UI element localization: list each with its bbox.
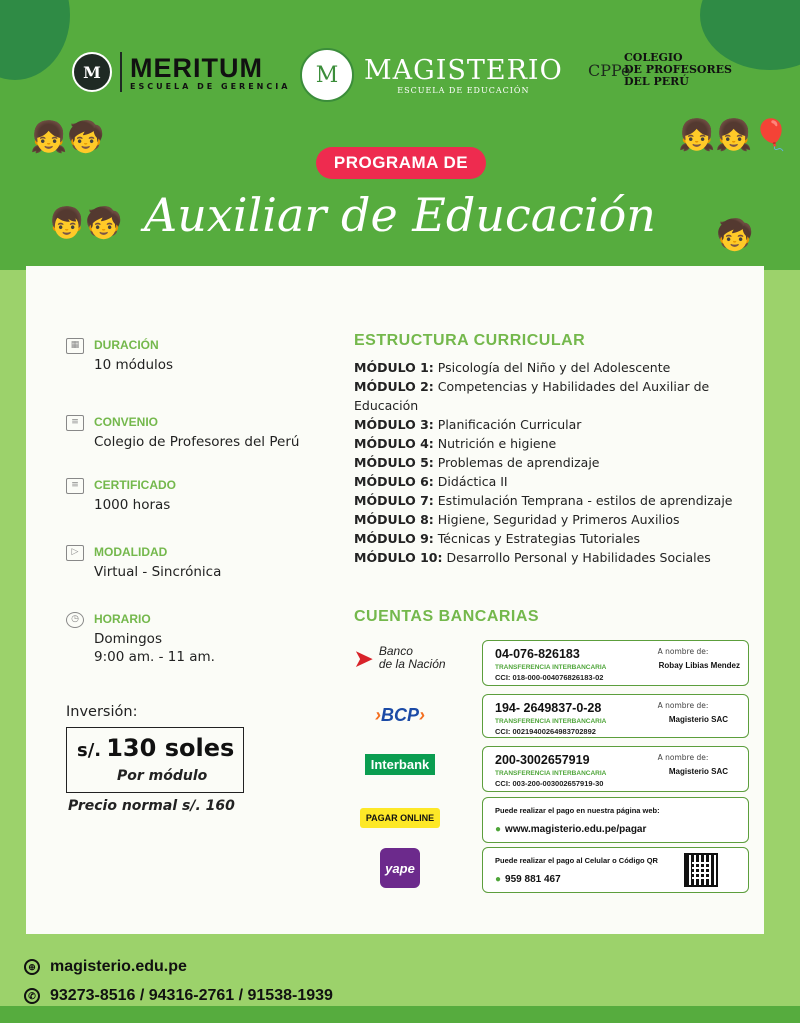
payment-url-link[interactable]: www.magisterio.edu.pe/pagar bbox=[505, 824, 647, 835]
banco-nacion-line: de la Nación bbox=[378, 657, 446, 671]
account-cci[interactable]: CCI: 003-200-003002657919-30 bbox=[495, 779, 604, 788]
price-amount: 130 soles bbox=[106, 734, 235, 762]
module-code: MÓDULO 1: bbox=[354, 360, 434, 375]
info-label: CONVENIO bbox=[94, 415, 159, 429]
yape-message: Puede realizar el pago al Celular o Código QR bbox=[495, 856, 658, 865]
module-code: MÓDULO 3: bbox=[354, 417, 434, 432]
module-code: MÓDULO 2: bbox=[354, 379, 434, 394]
whatsapp-icon: ✆ bbox=[24, 988, 40, 1004]
footer-strip bbox=[0, 1006, 800, 1023]
account-card bbox=[482, 746, 749, 792]
module-item bbox=[354, 358, 744, 377]
banco-nacion-logo bbox=[350, 638, 450, 678]
price-per: Por módulo bbox=[117, 768, 208, 784]
logo-divider bbox=[120, 52, 122, 92]
clock-icon: ◷ bbox=[66, 612, 84, 628]
normal-price: Precio normal s/. 160 bbox=[68, 798, 235, 814]
yape-logo bbox=[350, 848, 450, 888]
curriculum-title: ESTRUCTURA CURRICULAR bbox=[354, 332, 586, 349]
banco-nacion-line: Banco bbox=[378, 644, 413, 658]
info-value: 1000 horas bbox=[94, 497, 171, 513]
whatsapp-icon: ● bbox=[495, 874, 502, 885]
interbank-logo-text: Interbank bbox=[365, 754, 436, 775]
online-message: Puede realizar el pago en nuestra página web: bbox=[495, 806, 660, 815]
yape-phone[interactable]: 959 881 467 bbox=[505, 874, 561, 885]
transfer-label: TRANSFERENCIA INTERBANCARIA bbox=[495, 664, 607, 671]
decor-side bbox=[0, 270, 26, 950]
module-name: Psicología del Niño y del Adolescente bbox=[437, 360, 671, 375]
interbank-logo bbox=[350, 744, 450, 784]
magisterio-sub: ESCUELA DE EDUCACIÓN bbox=[397, 85, 530, 95]
globe-icon: ⊕ bbox=[24, 959, 40, 975]
account-cci[interactable]: CCI: 00219400264983702892 bbox=[495, 727, 596, 736]
account-number[interactable]: 200-3002657919 bbox=[495, 753, 590, 767]
module-item bbox=[354, 529, 744, 548]
meritum-name: MERITUM bbox=[130, 52, 263, 83]
module-name: Estimulación Temprana - estilos de aprendizaje bbox=[437, 493, 733, 508]
account-cci[interactable]: CCI: 018-000-004076826183-02 bbox=[495, 673, 604, 682]
kids-illustration-icon: 👧🧒 bbox=[30, 120, 105, 155]
contact-website bbox=[24, 958, 187, 976]
online-payment-card bbox=[482, 797, 749, 843]
bcp-logo-text: BCP bbox=[380, 704, 419, 725]
account-card bbox=[482, 640, 749, 686]
module-item bbox=[354, 510, 744, 529]
account-card bbox=[482, 694, 749, 738]
module-name: Didáctica II bbox=[437, 474, 508, 489]
account-holder: Magisterio SAC bbox=[668, 715, 728, 724]
module-code: MÓDULO 4: bbox=[354, 436, 434, 451]
module-name: Competencias y Habilidades del Auxiliar de Educación bbox=[354, 379, 710, 413]
colegio-line: DE PROFESORES bbox=[624, 63, 732, 76]
magisterio-name: MAGISTERIO bbox=[364, 54, 563, 86]
transfer-label: TRANSFERENCIA INTERBANCARIA bbox=[495, 770, 607, 777]
info-value: Virtual - Sincrónica bbox=[94, 564, 222, 580]
info-label: DURACIÓN bbox=[94, 338, 159, 352]
module-name: Problemas de aprendizaje bbox=[437, 455, 600, 470]
module-item bbox=[354, 491, 744, 510]
kids-illustration-icon: 👦🧒 bbox=[48, 206, 123, 241]
logo-row bbox=[0, 48, 800, 104]
module-name: Nutrición e higiene bbox=[437, 436, 557, 451]
magisterio-logo bbox=[300, 48, 563, 102]
module-name: Higiene, Seguridad y Primeros Auxilios bbox=[437, 512, 680, 527]
module-name: Planificación Curricular bbox=[437, 417, 582, 432]
meritum-seal: M bbox=[72, 52, 112, 92]
colegio-line: COLEGIO bbox=[624, 51, 683, 64]
yape-payment-card bbox=[482, 847, 749, 893]
investment-label: Inversión: bbox=[66, 704, 138, 720]
page-title: Auxiliar de Educación bbox=[144, 188, 656, 242]
bcp-logo: ›BCP› bbox=[374, 704, 425, 725]
transfer-label: TRANSFERENCIA INTERBANCARIA bbox=[495, 718, 607, 725]
info-value: 9:00 am. - 11 am. bbox=[94, 649, 215, 665]
info-label: MODALIDAD bbox=[94, 545, 168, 559]
kids-balloons-illustration-icon: 👧👧🎈 bbox=[678, 118, 791, 153]
contact-phones bbox=[24, 987, 333, 1005]
banks-title: CUENTAS BANCARIAS bbox=[354, 608, 540, 625]
module-item bbox=[354, 415, 744, 434]
colegio-logo bbox=[588, 52, 732, 88]
account-holder: Magisterio SAC bbox=[668, 767, 728, 776]
module-item bbox=[354, 453, 744, 472]
magisterio-seal: M bbox=[300, 48, 354, 102]
module-code: MÓDULO 6: bbox=[354, 474, 434, 489]
price-box bbox=[66, 727, 244, 793]
phone-numbers[interactable]: 93273-8516 / 94316-2761 / 91538-1939 bbox=[50, 987, 333, 1004]
module-item bbox=[354, 377, 744, 415]
holder-label: A nombre de: bbox=[657, 647, 709, 656]
kid-illustration-icon: 🧒 bbox=[716, 218, 754, 253]
module-list bbox=[354, 358, 744, 567]
calendar-icon: ▦ bbox=[66, 338, 84, 354]
info-label: CERTIFICADO bbox=[94, 478, 176, 492]
meritum-sub: ESCUELA DE GERENCIA bbox=[130, 81, 291, 91]
module-code: MÓDULO 9: bbox=[354, 531, 434, 546]
colegio-mark: CPPe bbox=[588, 60, 631, 80]
module-item bbox=[354, 434, 744, 453]
banco-nacion-icon: ➤ bbox=[354, 645, 373, 671]
module-code: MÓDULO 10: bbox=[354, 550, 443, 565]
info-label: HORARIO bbox=[94, 612, 151, 626]
globe-icon: ● bbox=[495, 824, 502, 835]
qr-code-icon[interactable] bbox=[684, 853, 718, 887]
website-link[interactable]: magisterio.edu.pe bbox=[50, 958, 187, 975]
account-number[interactable]: 194- 2649837-0-28 bbox=[495, 701, 602, 715]
info-value: Domingos bbox=[94, 631, 162, 647]
certificate-icon: ≡ bbox=[66, 478, 84, 494]
module-name: Técnicas y Estrategias Tutoriales bbox=[437, 531, 641, 546]
account-holder: Robay Libias Mendez bbox=[658, 661, 740, 670]
module-name: Desarrollo Personal y Habilidades Sociales bbox=[446, 550, 711, 565]
module-item bbox=[354, 548, 744, 567]
pagar-online-logo bbox=[350, 798, 450, 838]
module-item bbox=[354, 472, 744, 491]
price-currency: s/. bbox=[77, 740, 102, 761]
colegio-line: DEL PERÚ bbox=[624, 75, 689, 88]
module-code: MÓDULO 8: bbox=[354, 512, 434, 527]
pagar-online-badge: PAGAR ONLINE bbox=[360, 808, 440, 828]
decor-side bbox=[764, 270, 800, 950]
module-code: MÓDULO 7: bbox=[354, 493, 434, 508]
info-value: Colegio de Profesores del Perú bbox=[94, 434, 300, 450]
account-number[interactable]: 04-076-826183 bbox=[495, 647, 580, 661]
program-badge: PROGRAMA DE bbox=[316, 147, 486, 179]
holder-label: A nombre de: bbox=[657, 753, 709, 762]
agreement-icon: ≡ bbox=[66, 415, 84, 431]
yape-logo-text: yape bbox=[380, 848, 420, 888]
video-icon: ▷ bbox=[66, 545, 84, 561]
holder-label: A nombre de: bbox=[657, 701, 709, 710]
meritum-logo bbox=[72, 52, 290, 92]
info-value: 10 módulos bbox=[94, 357, 174, 373]
module-code: MÓDULO 5: bbox=[354, 455, 434, 470]
